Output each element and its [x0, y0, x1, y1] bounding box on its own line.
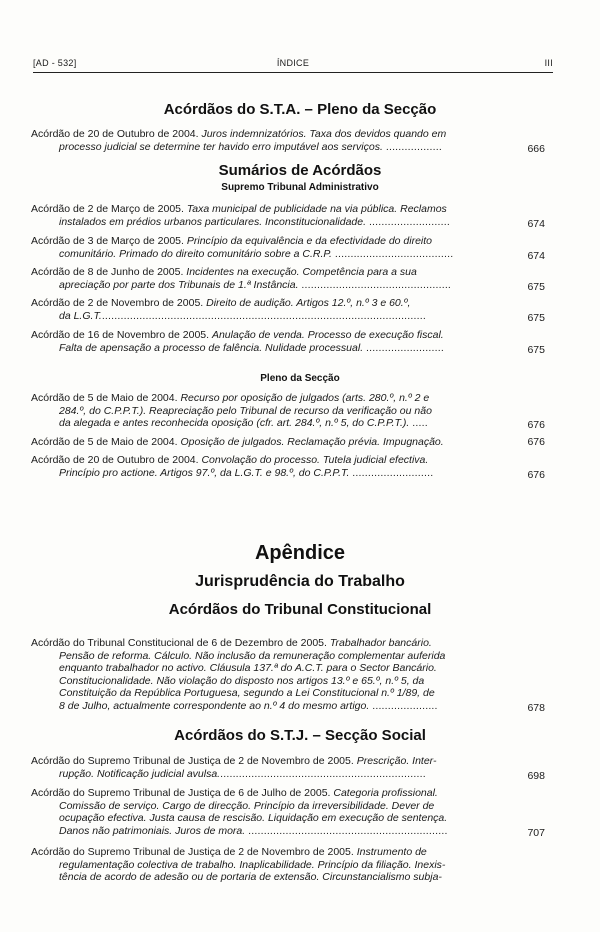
- entry-line: [31, 687, 545, 700]
- entry-line: [31, 310, 545, 323]
- page-ref: 698: [527, 769, 545, 782]
- dot-leader: ..................................................................: [220, 767, 426, 780]
- entry-text: Anulação de venda. Processo de execução fiscal.: [211, 329, 444, 341]
- entry-line: [31, 405, 545, 418]
- entry-text: Oposição de julgados. Reclamação prévia. Impugnação.: [180, 436, 444, 448]
- entry-line: [31, 812, 545, 825]
- page-ref: 674: [527, 217, 545, 230]
- entry-text: Acórdão de 3 de Março de 2005.: [31, 235, 184, 247]
- entry-line: [31, 859, 545, 872]
- dot-leader: ..........................: [352, 466, 434, 479]
- entry-text: comunitário. Primado do direito comunitário sobre a C.R.P.: [59, 247, 332, 260]
- entry-line: [31, 467, 545, 480]
- page-ref: 676: [527, 419, 545, 431]
- entry-line: [31, 235, 545, 248]
- entry-text: Acórdão de 20 de Outubro de 2004.: [31, 454, 199, 466]
- entry-line: [31, 297, 545, 310]
- entry-text: Acórdão do Supremo Tribunal de Justiça de 2 de Novembro de 2005.: [31, 846, 354, 858]
- index-entry: [31, 637, 545, 712]
- entry-text: Prescrição. Inter-: [356, 755, 437, 767]
- entry-text: Recurso por oposição de julgados (arts. 280.º, n.º 2 e: [180, 392, 430, 404]
- entry-line: [31, 650, 545, 663]
- entry-text: Juros indemnizatórios. Taxa dos devidos quando em: [201, 128, 447, 140]
- entry-text: Incidentes na execução. Competência para a sua: [186, 266, 417, 278]
- index-entry: [31, 203, 545, 228]
- entry-line: [31, 675, 545, 688]
- entry-text: Acórdão de 5 de Maio de 2004.: [31, 392, 178, 404]
- entry-text: rupção. Notificação judicial avulsa.: [59, 767, 221, 780]
- section-title-stj-social: Acórdãos do S.T.J. – Secção Social: [174, 727, 426, 744]
- entry-line: [31, 825, 545, 838]
- page-ref: 675: [527, 343, 545, 356]
- dot-leader: ..........................: [368, 215, 450, 228]
- entry-text: Pensão de reforma. Cálculo. Não inclusão da remuneração complementar auferida: [59, 649, 446, 662]
- section-title-sta-pleno: Acórdãos do S.T.A. – Pleno da Secção: [163, 101, 437, 118]
- running-header: [33, 56, 553, 73]
- section-title-sumarios: Sumários de Acórdãos: [218, 162, 382, 179]
- entry-line: [31, 846, 545, 859]
- entry-text: Danos não patrimoniais. Juros de mora.: [59, 824, 246, 837]
- dot-leader: .....................: [372, 699, 438, 712]
- entry-line: [31, 216, 545, 229]
- header-page-number: III: [544, 58, 553, 68]
- entry-text: Categoria profissional.: [333, 787, 438, 799]
- dot-leader: ................................................................: [248, 824, 448, 837]
- entry-text: Constitucionalidade. Não violação do disposto nos artigos 13.º e 65.º, n.º 5, da: [59, 674, 425, 687]
- index-entry: [31, 846, 545, 884]
- entry-text: Convolação do processo. Tutela judicial efectiva.: [201, 454, 429, 466]
- entry-line: [31, 637, 545, 650]
- entry-text: ocupação efectiva. Justa causa de rescisão. Liquidação em execução de sentença.: [59, 812, 448, 824]
- index-entry: [31, 787, 545, 837]
- dot-leader: .....: [412, 417, 428, 429]
- entry-line: [31, 128, 545, 141]
- entry-text: Acórdão de 2 de Março de 2005.: [31, 203, 184, 215]
- entry-line: [31, 768, 545, 781]
- dot-leader: ......................................: [334, 247, 454, 260]
- dot-leader: ................................................: [301, 278, 452, 291]
- entry-text: Acórdão de 16 de Novembro de 2005.: [31, 329, 210, 341]
- dot-leader: ........................................................................................................: [101, 309, 427, 322]
- entry-line: [31, 141, 545, 154]
- section-subtitle-sta: Supremo Tribunal Administrativo: [221, 182, 379, 193]
- entry-line: [31, 342, 545, 355]
- index-entry: [31, 128, 545, 153]
- entry-text: Acórdão de 5 de Maio de 2004.: [31, 436, 178, 448]
- page-ref: 676: [527, 468, 545, 481]
- page-ref: 675: [527, 311, 545, 324]
- page-ref: 707: [527, 826, 545, 839]
- entry-text: Acórdão de 8 de Junho de 2005.: [31, 266, 184, 278]
- entry-line: [31, 266, 545, 279]
- entry-text: tência de acordo de adesão ou de portaria de extensão. Circunstancialismo subja-: [59, 871, 442, 883]
- entry-line: [31, 392, 545, 405]
- entry-text: 8 de Julho, actualmente correspondente ao n.º 4 do mesmo artigo.: [59, 699, 370, 712]
- entry-line: [31, 800, 545, 813]
- entry-text: Princípio da equivalência e da efectividade do direito: [186, 235, 433, 247]
- page-ref: 676: [527, 436, 545, 448]
- entry-line: [31, 755, 545, 768]
- entry-line: [31, 279, 545, 292]
- index-entry: [31, 454, 545, 479]
- entry-text: Direito de audição. Artigos 12.º, n.º 3 e 60.º,: [206, 297, 411, 309]
- appendix-title: Apêndice: [254, 542, 346, 564]
- entry-text: regulamentação colectiva de trabalho. Inaplicabilidade. Princípio da filiação. Inexis-: [59, 858, 446, 871]
- entry-text: 284.º, do C.P.P.T.). Reapreciação pelo Tribunal de recurso da verificação ou não: [59, 404, 432, 417]
- entry-line: [31, 454, 545, 467]
- entry-line: [31, 787, 545, 800]
- index-entry: [31, 235, 545, 260]
- entry-text: Acórdão de 20 de Outubro de 2004.: [31, 128, 199, 140]
- entry-line: [31, 203, 545, 216]
- entry-line: [31, 417, 545, 430]
- header-title: ÍNDICE: [276, 58, 310, 68]
- entry-line: [31, 248, 545, 261]
- entry-text: processo judicial se determine ter havido erro imputável aos serviços.: [59, 140, 383, 153]
- entry-text: Instrumento de: [356, 846, 427, 858]
- index-entry: [31, 755, 545, 780]
- entry-text: Falta de apensação a processo de falência. Nulidade processual.: [59, 341, 364, 354]
- entry-text: apreciação por parte dos Tribunais de 1.ª Instância.: [59, 278, 299, 291]
- entry-line: [31, 436, 545, 449]
- entry-line: [31, 329, 545, 342]
- entry-text: Comissão de serviço. Cargo de direcção. Princípio da irreversibilidade. Dever de: [59, 799, 435, 812]
- index-entry: [31, 436, 545, 449]
- index-entry: [31, 329, 545, 354]
- page-ref: 666: [527, 142, 545, 155]
- section-title-tribunal-constitucional: Acórdãos do Tribunal Constitucional: [168, 601, 432, 618]
- entry-text: Constituição da República Portuguesa, segundo a Lei Constitucional n.º 1/89, de: [59, 687, 435, 699]
- entry-text: Acórdão do Supremo Tribunal de Justiça de 6 de Julho de 2005.: [31, 787, 331, 799]
- entry-text: Trabalhador bancário.: [329, 637, 432, 649]
- entry-text: Acórdão do Supremo Tribunal de Justiça de 2 de Novembro de 2005.: [31, 755, 354, 767]
- entry-line: [31, 700, 545, 713]
- entry-line: [31, 871, 545, 884]
- entry-line: [31, 662, 545, 675]
- entry-text: Acórdão do Tribunal Constitucional de 6 de Dezembro de 2005.: [31, 637, 327, 649]
- header-reference: [AD - 532]: [33, 58, 77, 68]
- section-title-pleno: Pleno da Secção: [260, 373, 340, 384]
- page-ref: 678: [527, 701, 545, 714]
- entry-text: instalados em prédios urbanos particulares. Inconstitucionalidade.: [59, 215, 367, 228]
- index-entry: [31, 392, 545, 430]
- entry-text: da L.G.T.: [59, 309, 102, 322]
- dot-leader: .........................: [366, 341, 444, 354]
- page-ref: 675: [527, 280, 545, 293]
- entry-text: Taxa municipal de publicidade na via pública. Reclamos: [186, 203, 447, 215]
- index-entry: [31, 266, 545, 291]
- page-ref: 674: [527, 249, 545, 262]
- dot-leader: ..................: [385, 140, 442, 153]
- entry-text: da alegada e antes reconhecida oposição (cfr. art. 284.º, n.º 5, do C.P.P.T.).: [59, 417, 410, 429]
- entry-text: Princípio pro actione. Artigos 97.º, da L.G.T. e 98.º, do C.P.P.T.: [59, 466, 350, 479]
- appendix-subtitle: Jurisprudência do Trabalho: [195, 573, 405, 590]
- index-entry: [31, 297, 545, 322]
- entry-text: Acórdão de 2 de Novembro de 2005.: [31, 297, 204, 309]
- entry-text: enquanto trabalhador no activo. Cláusula 137.ª do A.C.T. para o Sector Bancário.: [59, 662, 437, 674]
